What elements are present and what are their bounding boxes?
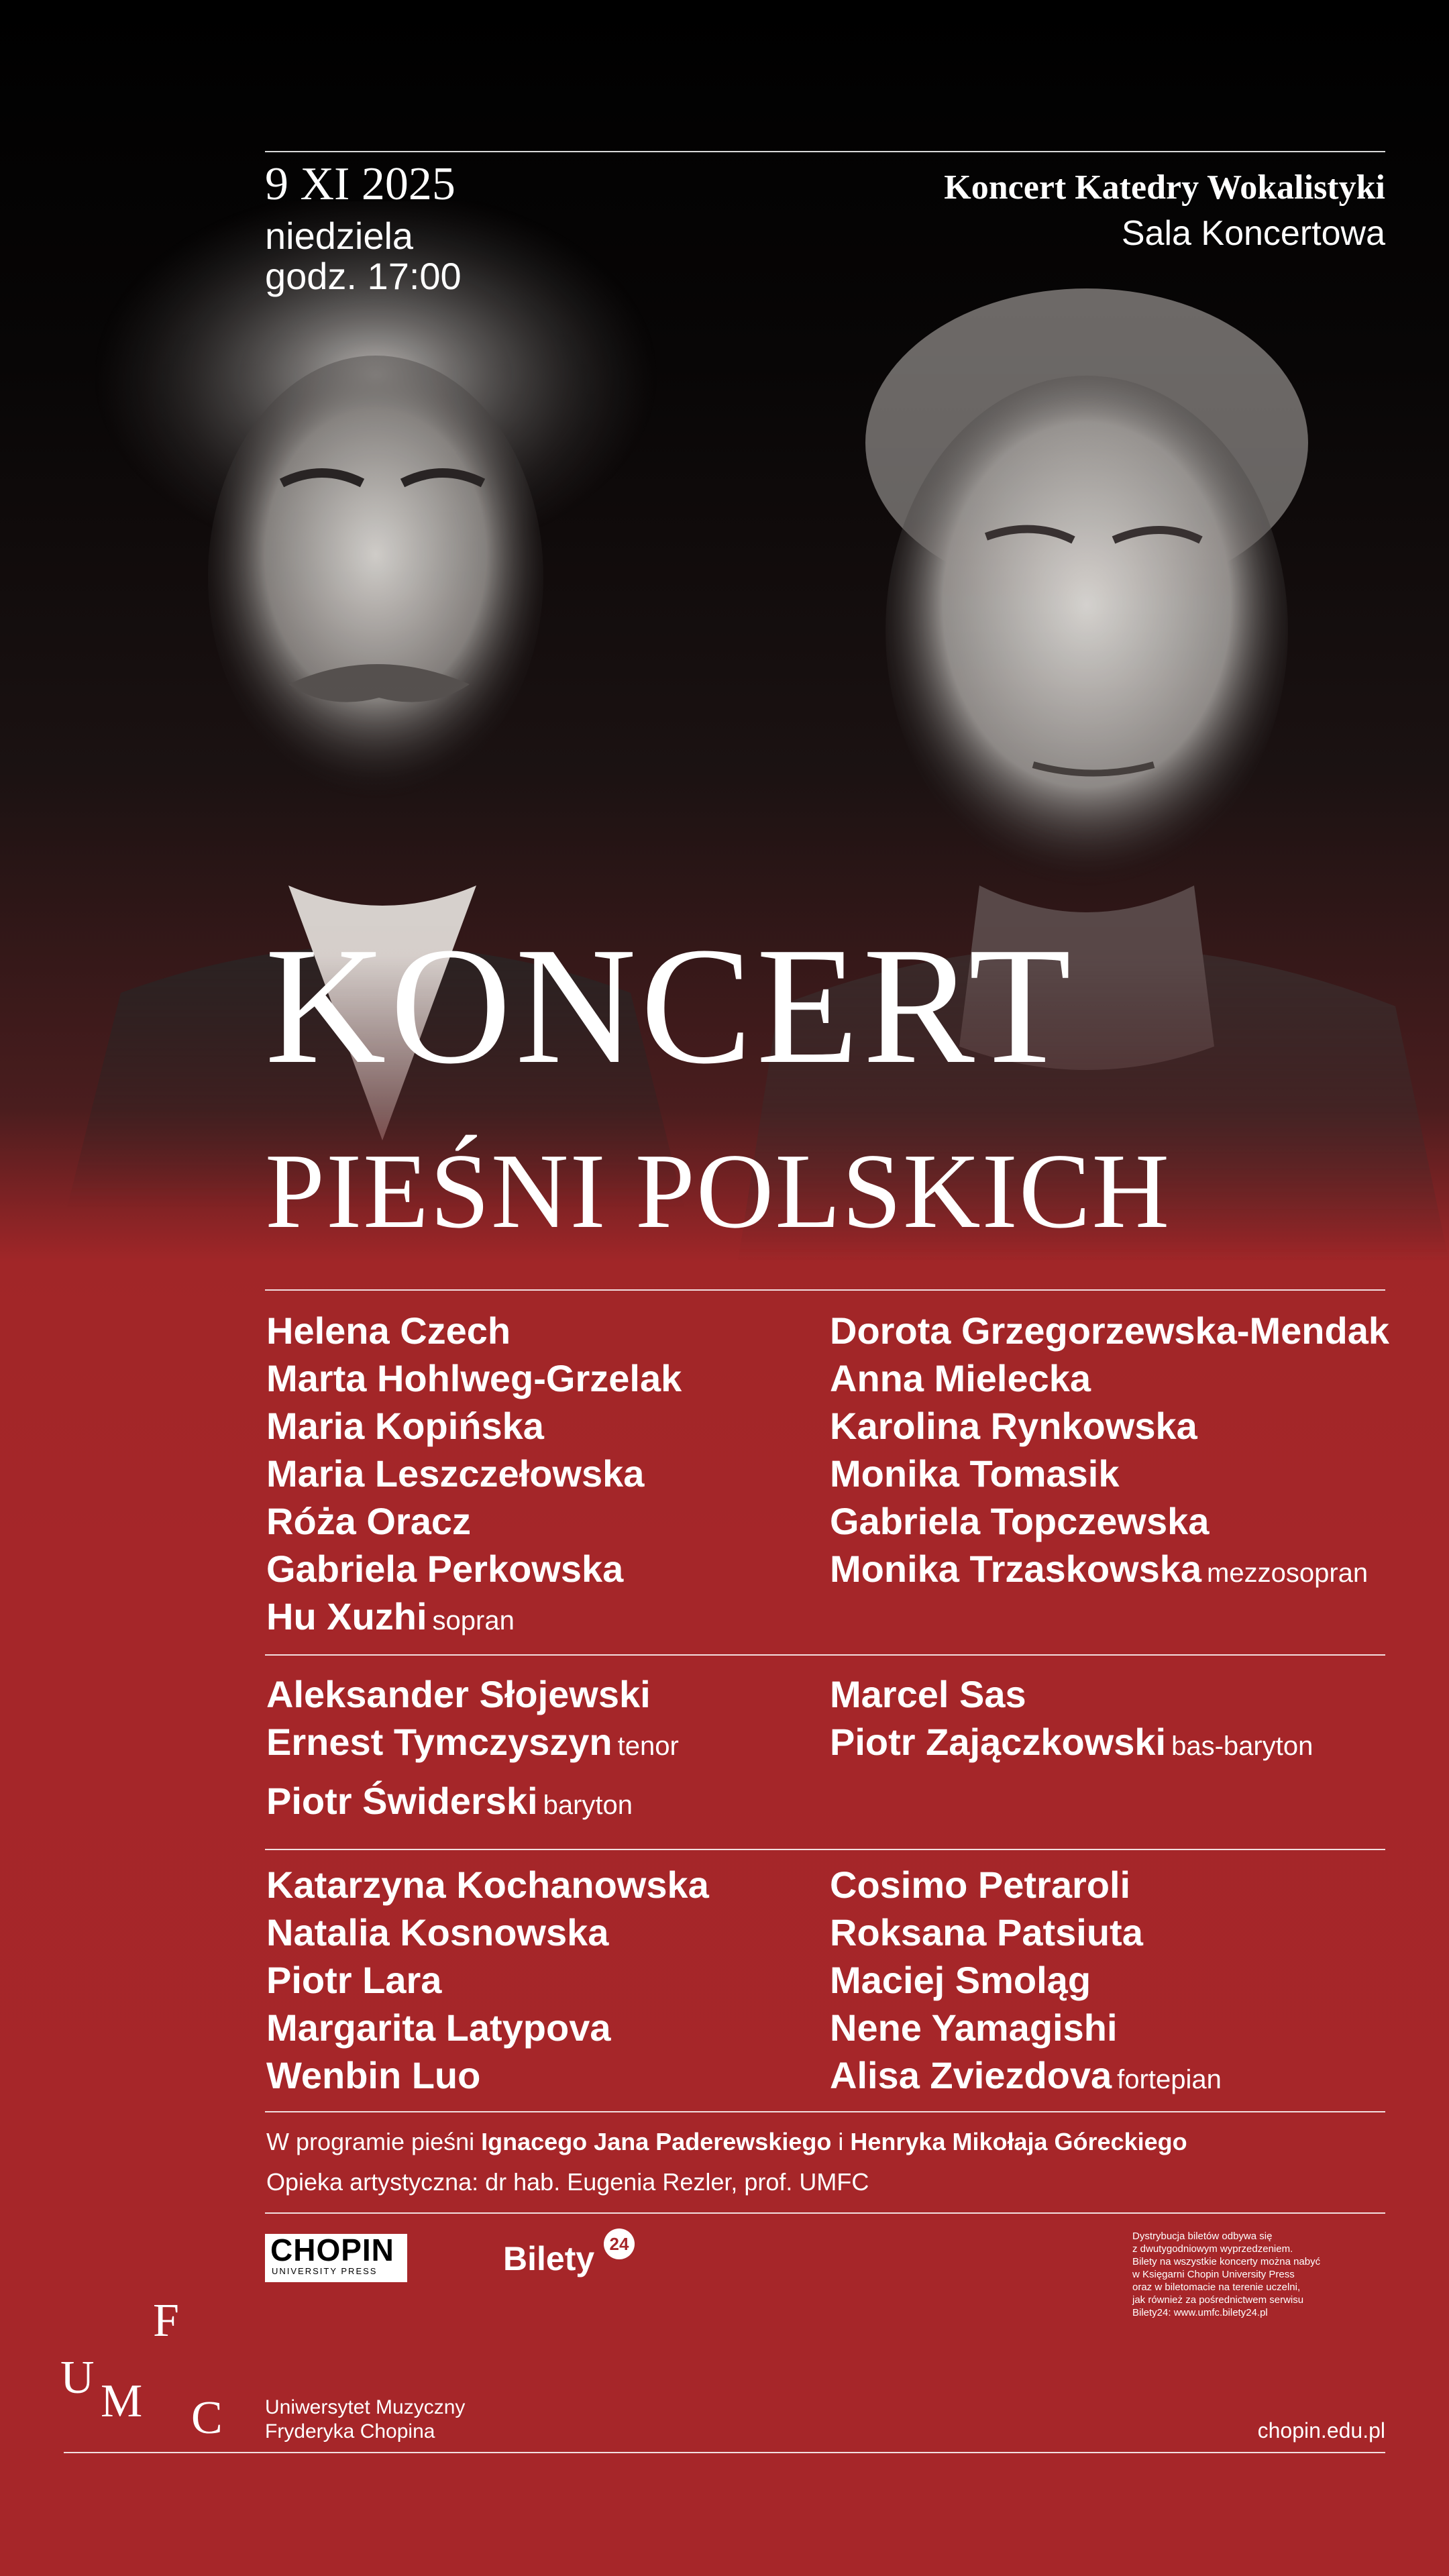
voice-type-label: fortepian [1117, 2065, 1222, 2094]
performer-name: Marta Hohlweg-Grzelak [266, 1357, 682, 1399]
performer-name: Ernest Tymczyszyn [266, 1721, 612, 1763]
rule-after-pianists [265, 2111, 1385, 2112]
rule-after-program [265, 2212, 1385, 2214]
gorecki-portrait [738, 255, 1449, 1261]
ticket-note-line: z dwutygodniowym wyprzedzeniem. [1132, 2243, 1293, 2255]
ticket-note-line: Bilety24: www.umfc.bilety24.pl [1132, 2307, 1268, 2318]
performer-row [266, 1718, 679, 1770]
umfc-monogram-u: U [60, 2352, 95, 2404]
concert-day: niedziela [265, 215, 414, 257]
pianist-list-left [266, 1861, 709, 2099]
performer-name: Karolina Rynkowska [830, 1405, 1197, 1447]
concert-date: 9 XI 2025 [265, 158, 455, 210]
ticket-note-line: Bilety na wszystkie koncerty można nabyć [1132, 2256, 1321, 2267]
university-name-line2: Fryderyka Chopina [265, 2420, 435, 2443]
performer-name: Marcel Sas [830, 1673, 1026, 1715]
soprano-list [266, 1307, 682, 1645]
organizer: Koncert Katedry Wokalistyki [944, 168, 1385, 207]
performer-name: Gabriela Topczewska [830, 1500, 1210, 1542]
ticket-distribution-note [1132, 2230, 1387, 2319]
bass-baritone-list [830, 1670, 1313, 1770]
university-name-line1: Uniwersytet Muzyczny [265, 2396, 466, 2418]
umfc-monogram-f: F [153, 2295, 179, 2347]
performer-row [266, 1777, 679, 1829]
performer-name: Gabriela Perkowska [266, 1548, 624, 1590]
title-piesni-polskich: PIEŚNI POLSKICH [265, 1131, 1171, 1250]
title-koncert: KONCERT [265, 913, 1075, 1099]
performer-name: Maciej Smoląg [830, 1959, 1091, 2001]
rule-after-men [265, 1849, 1385, 1850]
performer-name: Cosimo Petraroli [830, 1864, 1131, 1906]
performer-name: Dorota Grzegorzewska-Mendak [830, 1309, 1389, 1352]
performer-name: Helena Czech [266, 1309, 511, 1352]
footer-rule [64, 2452, 1385, 2453]
venue: Sala Koncertowa [1121, 214, 1385, 253]
chopin-logo-sub: UNIVERSITY PRESS [272, 2266, 378, 2276]
bilety-logo-badge: 24 [604, 2229, 635, 2259]
performer-name: Maria Kopińska [266, 1405, 544, 1447]
performer-name: Aleksander Słojewski [266, 1673, 651, 1715]
performer-name: Monika Tomasik [830, 1452, 1120, 1495]
performer-row [830, 1718, 1313, 1770]
performer-name: Piotr Lara [266, 1959, 442, 2001]
performer-row [830, 1545, 1389, 1597]
performer-name: Róża Oracz [266, 1500, 471, 1542]
performer-row [830, 2051, 1222, 2104]
performer-name: Nene Yamagishi [830, 2006, 1118, 2049]
performer-name: Katarzyna Kochanowska [266, 1864, 709, 1906]
umfc-monogram-c: C [191, 2392, 223, 2444]
tenor-list [266, 1670, 679, 1829]
performer-name: Wenbin Luo [266, 2054, 481, 2096]
chopin-university-press-logo [265, 2234, 407, 2282]
website-link[interactable]: chopin.edu.pl [1257, 2418, 1385, 2443]
ticket-note-line: Dystrybucja biletów odbywa się [1132, 2231, 1273, 2242]
voice-type-label: tenor [617, 1731, 679, 1761]
bilety24-logo [503, 2234, 629, 2278]
performer-name: Piotr Świderski [266, 1780, 538, 1822]
composer-gorecki: Henryka Mikołaja Góreckiego [850, 2128, 1187, 2155]
performer-name: Monika Trzaskowska [830, 1548, 1202, 1590]
rule-after-sopranos [265, 1654, 1385, 1656]
rule-after-title [265, 1289, 1385, 1291]
performer-name: Margarita Latypova [266, 2006, 611, 2049]
voice-type-label: baryton [543, 1790, 633, 1820]
performer-name: Hu Xuzhi [266, 1595, 427, 1638]
program-joiner: i [838, 2128, 844, 2155]
program-line [266, 2128, 1187, 2156]
ticket-note-line: oraz w biletomacie na terenie uczelni, [1132, 2282, 1301, 2293]
performer-row [266, 1593, 682, 1645]
performer-name: Piotr Zajączkowski [830, 1721, 1167, 1763]
bilety-logo-text: Bilety [503, 2240, 595, 2277]
performer-name: Natalia Kosnowska [266, 1911, 609, 1953]
performer-name: Alisa Zviezdova [830, 2054, 1112, 2096]
ticket-note-line: w Księgarni Chopin University Press [1132, 2269, 1295, 2280]
composer-paderewski: Ignacego Jana Paderewskiego [481, 2128, 832, 2155]
mezzosoprano-list [830, 1307, 1389, 1597]
concert-time: godz. 17:00 [265, 255, 462, 297]
performer-name: Anna Mielecka [830, 1357, 1091, 1399]
voice-type-label: bas-baryton [1171, 1731, 1313, 1761]
performer-name: Maria Leszczełowska [266, 1452, 645, 1495]
program-prefix: W programie pieśni [266, 2128, 475, 2155]
artistic-supervision: Opieka artystyczna: dr hab. Eugenia Rezler, prof. UMFC [266, 2168, 869, 2196]
pianist-list-right [830, 1861, 1222, 2104]
voice-type-label: sopran [432, 1606, 515, 1635]
voice-type-label: mezzosopran [1207, 1558, 1368, 1588]
top-rule [265, 151, 1385, 152]
chopin-logo-main: CHOPIN [270, 2233, 394, 2267]
ticket-note-line: jak również za pośrednictwem serwisu [1132, 2294, 1304, 2306]
performer-name: Roksana Patsiuta [830, 1911, 1143, 1953]
umfc-monogram-m: M [101, 2375, 143, 2427]
